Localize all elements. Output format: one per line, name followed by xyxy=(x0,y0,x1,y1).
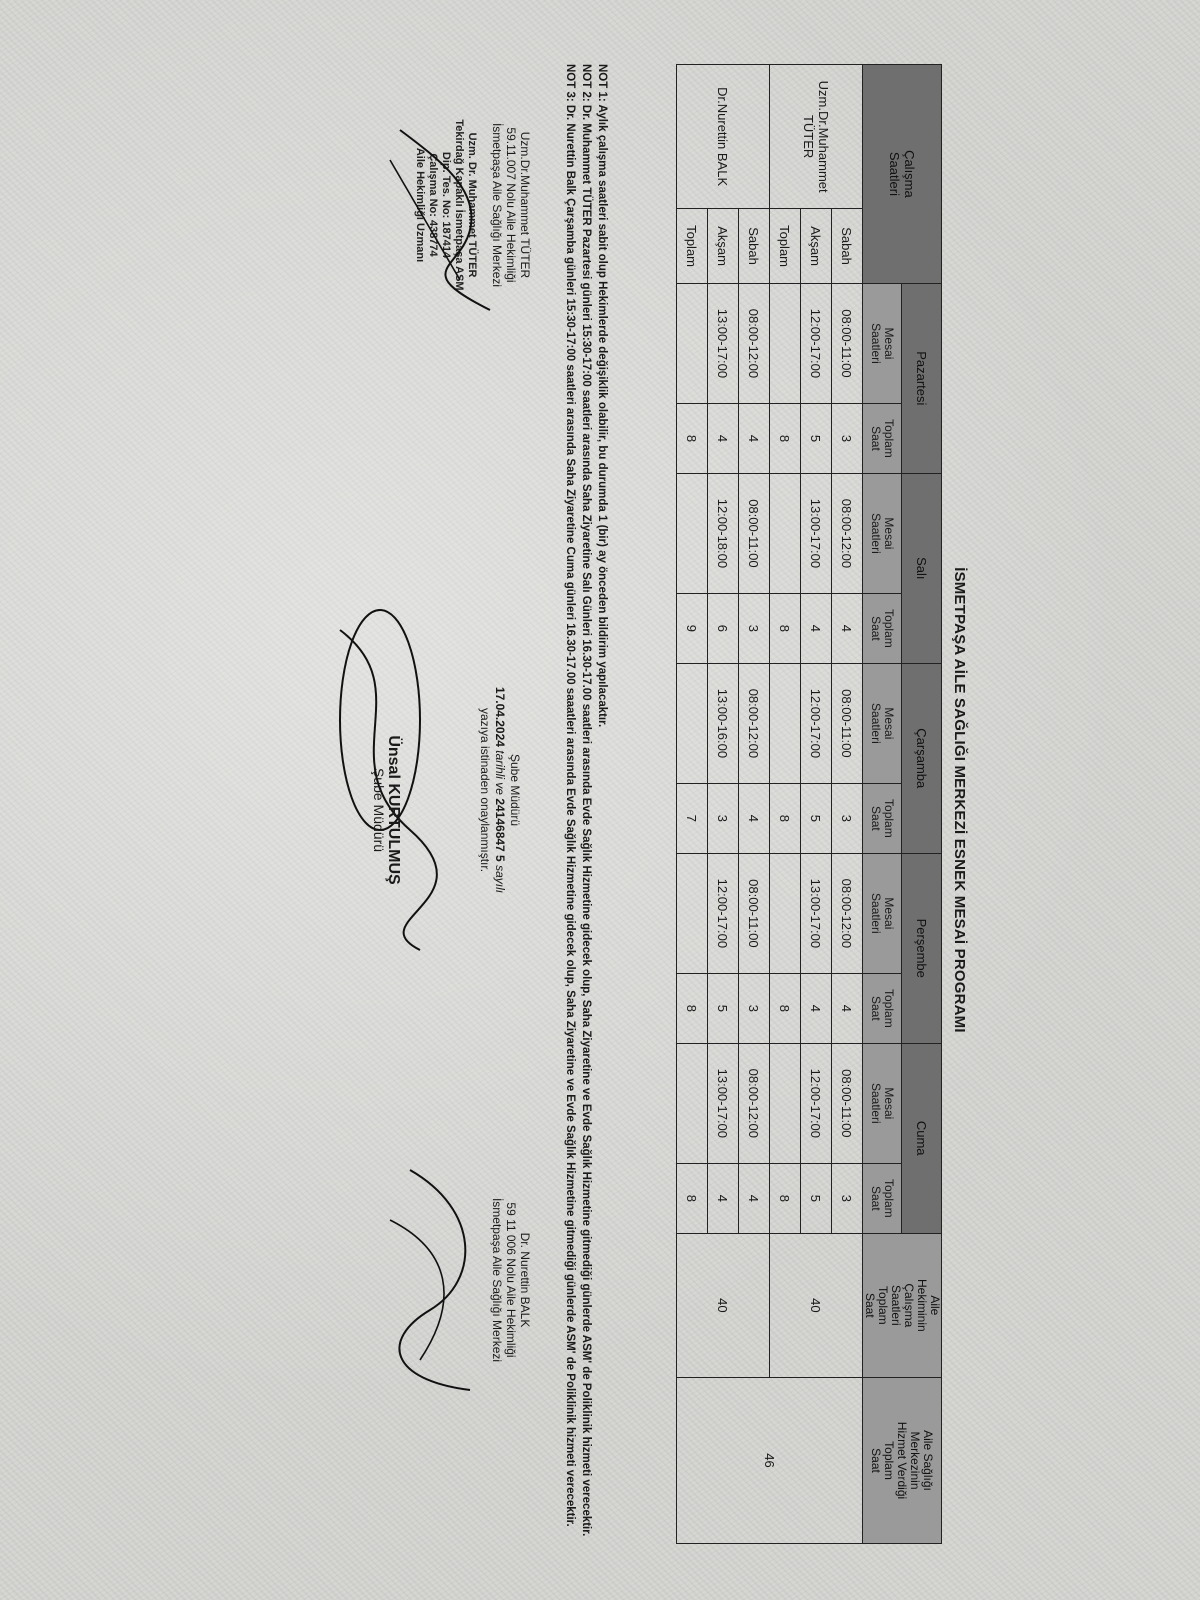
hdr-line: Toplam xyxy=(882,989,897,1028)
day-total: 8 xyxy=(677,404,708,474)
table-row xyxy=(832,65,863,1544)
hdr-line: Mesai xyxy=(882,1087,897,1120)
approval-line: Şube Müdürü xyxy=(508,753,522,827)
note: NOT 2: Dr. Muhammet TÜTER Pazartesi günleri 15:30-17:00 saatleri arasında Saha Ziyaretine Salı Günleri 16.30-17.00 saatleri arasında Evde Sağlık Hizmetine gidecek olup, Saha Ziyaretine ve Evde Sağlık Hizmetine gitmediği günlerde ASM' de Poliklinik hizmeti verecektir. xyxy=(580,64,592,1537)
center-total: 46 xyxy=(677,1377,863,1543)
sub-hours xyxy=(863,283,903,403)
approval-end: sayılı xyxy=(493,865,507,894)
hdr-line: Aile Sağlığı xyxy=(921,1430,936,1491)
cell-total: 3 xyxy=(739,973,770,1043)
signature-scribble-right xyxy=(380,1160,490,1400)
sub-total xyxy=(863,1163,903,1233)
cell-total: 4 xyxy=(801,594,832,664)
cell-total: 5 xyxy=(801,404,832,474)
hdr-line: Toplam xyxy=(882,799,897,838)
cell-total: 6 xyxy=(708,594,739,664)
day-total: 8 xyxy=(677,973,708,1043)
day-total: 8 xyxy=(770,594,801,664)
shift-label: Sabah xyxy=(739,209,770,284)
day-total: 8 xyxy=(770,404,801,474)
header-day: Perşembe xyxy=(902,853,942,1043)
hdr-line: Aile xyxy=(928,1295,942,1316)
approval-number: 24146847 5 xyxy=(493,798,507,862)
stamp-line: Tekirdağ Kapaklı İsmetpaşa ASM xyxy=(453,119,465,291)
doctor-name-line2: TÜTER xyxy=(801,114,816,159)
shift-label: Akşam xyxy=(708,209,739,284)
header-day: Çarşamba xyxy=(902,663,942,853)
hdr-line: Mesai xyxy=(882,897,897,930)
schedule-table xyxy=(676,64,942,1544)
cell-hours: 13:00-17:00 xyxy=(801,473,832,593)
cell-hours: 13:00-17:00 xyxy=(801,853,832,973)
approval-mid: tarihli ve xyxy=(493,750,507,795)
cell-total: 4 xyxy=(832,973,863,1043)
sub-hours xyxy=(863,473,903,593)
sig-line: Dr. Nurettin BALK xyxy=(518,1232,532,1328)
cell-total: 4 xyxy=(801,973,832,1043)
day-total: 8 xyxy=(770,784,801,854)
stamp-line: Aile Hekimliği Uzmanı xyxy=(414,147,426,263)
cell-total: 3 xyxy=(832,404,863,474)
cell-hours: 13:00-16:00 xyxy=(708,663,739,783)
doctor-name-line1: Uzm.Dr.Muhammet xyxy=(816,80,831,193)
hdr-line: Toplam xyxy=(882,1441,897,1480)
header-day: Cuma xyxy=(902,1043,942,1233)
cell-total: 3 xyxy=(832,1163,863,1233)
day-total: 8 xyxy=(770,973,801,1043)
weekly-total: 40 xyxy=(677,1233,770,1377)
total-label: Toplam xyxy=(677,209,708,284)
cell-total: 5 xyxy=(801,784,832,854)
stamp-line: Dip. Tes. No: 187414 xyxy=(440,151,452,259)
total-label: Toplam xyxy=(770,209,801,284)
document-title: İSMETPAŞA AİLE SAĞLIĞI MERKEZİ ESNEK MESAİ PROGRAMI xyxy=(951,567,968,1033)
cell-hours xyxy=(770,283,801,403)
hdr-line: Saatleri xyxy=(869,323,884,364)
day-total: 9 xyxy=(677,594,708,664)
hdr-line: Saat xyxy=(869,996,884,1021)
cell-hours: 08:00-12:00 xyxy=(832,853,863,973)
sig-line: 59 11 006 Nolu Aile Hekimliği xyxy=(504,1202,518,1358)
cell-hours xyxy=(677,473,708,593)
cell-hours: 08:00-11:00 xyxy=(832,283,863,403)
cell-hours xyxy=(770,473,801,593)
cell-hours xyxy=(770,853,801,973)
approval-block xyxy=(477,620,522,960)
day-total: 8 xyxy=(770,1163,801,1233)
stamp-line: Uzm. Dr. Muhammet TÜTER xyxy=(466,132,478,278)
hdr-line: Saat xyxy=(863,1292,877,1318)
day-total: 8 xyxy=(677,1163,708,1233)
cell-hours xyxy=(677,853,708,973)
cell-total: 4 xyxy=(832,594,863,664)
weekly-total: 40 xyxy=(770,1233,863,1377)
cell-total: 4 xyxy=(739,404,770,474)
sub-total xyxy=(863,594,903,664)
header-center-total xyxy=(863,1377,942,1543)
hdr-line: Hekiminin xyxy=(915,1278,929,1332)
cell-hours: 12:00-17:00 xyxy=(708,853,739,973)
cell-total: 5 xyxy=(708,973,739,1043)
hdr-line: Mesai xyxy=(882,327,897,360)
cell-hours xyxy=(677,663,708,783)
cell-hours xyxy=(677,283,708,403)
hdr-line: Toplam xyxy=(882,1178,897,1218)
signature-scribble-left xyxy=(380,120,500,320)
hdr-line: Saat xyxy=(869,1185,884,1211)
sub-hours xyxy=(863,853,903,973)
cell-total: 5 xyxy=(801,1163,832,1233)
signature-right xyxy=(490,1150,532,1410)
cell-hours: 08:00-11:00 xyxy=(739,853,770,973)
sig-line: 59.11.007 Nolu Aile Hekimliği xyxy=(504,127,518,283)
hdr-line: Saatleri xyxy=(869,513,884,554)
hdr-line: Çalışma xyxy=(902,1283,916,1328)
shift-label: Sabah xyxy=(832,209,863,284)
hdr-line: Saat xyxy=(869,1448,884,1473)
stamp-line: Çalışma No: 438774 xyxy=(427,153,439,257)
cell-hours: 08:00-12:00 xyxy=(739,283,770,403)
cell-hours xyxy=(677,1043,708,1163)
cell-total: 4 xyxy=(708,1163,739,1233)
header-weekly-total xyxy=(863,1233,942,1377)
sub-total xyxy=(863,404,903,474)
cell-hours: 08:00-12:00 xyxy=(739,663,770,783)
header-day: Salı xyxy=(902,473,942,663)
header-row-days xyxy=(902,65,942,1544)
approval-line: yazıya istinaden onaylanmıştır. xyxy=(478,707,492,873)
doctor-name: Dr.Nurettin BALK xyxy=(677,65,770,209)
note: NOT 3: Dr. Nurettin Balk Çarşamba günleri 15:30-17:00 saatleri arasında Saha Ziyaretine Cuma günleri 16.30-17.00 saaatleri arasında Evde Sağlık Hizmetine gidecek olup, Saha Ziyaretine ve Evde Sağlık Hizmetine gitmediği günlerde ASM' de Poliklinik hizmeti verecektir. xyxy=(564,64,576,1527)
cell-hours xyxy=(770,1043,801,1163)
hdr-line: Toplam xyxy=(882,609,897,648)
cell-hours: 13:00-17:00 xyxy=(708,283,739,403)
table-row xyxy=(739,65,770,1544)
cell-hours: 08:00-11:00 xyxy=(832,663,863,783)
header-day: Pazartesi xyxy=(902,283,942,473)
approver-block xyxy=(372,650,400,970)
cell-hours: 12:00-17:00 xyxy=(801,283,832,403)
cell-total: 4 xyxy=(739,1163,770,1233)
hdr-line: Mesai xyxy=(882,707,897,740)
cell-hours: 12:00-17:00 xyxy=(801,1043,832,1163)
hdr-line: Saatleri xyxy=(869,703,884,744)
hdr-line: Mesai xyxy=(882,517,897,550)
sub-total xyxy=(863,973,903,1043)
cell-hours: 08:00-11:00 xyxy=(832,1043,863,1163)
hdr-line: Toplam xyxy=(882,419,897,458)
cell-total: 3 xyxy=(708,784,739,854)
cell-hours: 12:00-17:00 xyxy=(801,663,832,783)
approval-date: 17.04.2024 xyxy=(493,686,507,747)
notes-block xyxy=(562,64,610,1544)
cell-hours: 08:00-12:00 xyxy=(739,1043,770,1163)
sig-line: İsmetpaşa Aile Sağlığı Merkezi xyxy=(490,1197,504,1363)
cell-hours: 13:00-17:00 xyxy=(708,1043,739,1163)
header-staff-line2: Saatleri xyxy=(887,151,902,196)
cell-hours xyxy=(770,663,801,783)
approver-title: Şube Müdürü xyxy=(371,767,387,853)
sub-total xyxy=(863,784,903,854)
hdr-line: Hizmet Verdiği xyxy=(895,1421,910,1500)
header-staff xyxy=(863,65,942,284)
sig-line: İsmetpaşa Aile Sağlığı Merkezi xyxy=(490,122,504,288)
hdr-line: Saatleri xyxy=(869,1082,884,1124)
hdr-line: Saat xyxy=(869,806,884,831)
sub-hours xyxy=(863,663,903,783)
hdr-line: Saat xyxy=(869,616,884,641)
cell-total: 3 xyxy=(832,784,863,854)
note: NOT 1: Aylık çalışma saatleri sabit olup Hekimlerde değişiklik olabilir, bu durumda 1 (bir) ay önceden bildirim yapılacaktır. xyxy=(596,64,608,728)
sub-hours xyxy=(863,1043,903,1163)
hdr-line: Merkezinin xyxy=(908,1431,923,1490)
hdr-line: Saatleri xyxy=(889,1284,903,1326)
cell-total: 4 xyxy=(708,404,739,474)
sig-line: Uzm.Dr.Muhammet TÜTER xyxy=(518,131,532,279)
shift-label: Akşam xyxy=(801,209,832,284)
approver-name: Ünsal KURTULMUŞ xyxy=(385,735,402,885)
header-staff-line1: Çalışma xyxy=(902,150,917,198)
hdr-line: Saat xyxy=(869,426,884,451)
day-total: 7 xyxy=(677,784,708,854)
cell-hours: 12:00-18:00 xyxy=(708,473,739,593)
cell-total: 4 xyxy=(739,784,770,854)
cell-hours: 08:00-12:00 xyxy=(832,473,863,593)
approval-line xyxy=(492,620,507,960)
doctor-name xyxy=(770,65,863,209)
hdr-line: Saatleri xyxy=(869,893,884,934)
cell-hours: 08:00-11:00 xyxy=(739,473,770,593)
hdr-line: Toplam xyxy=(876,1285,890,1325)
cell-total: 3 xyxy=(739,594,770,664)
